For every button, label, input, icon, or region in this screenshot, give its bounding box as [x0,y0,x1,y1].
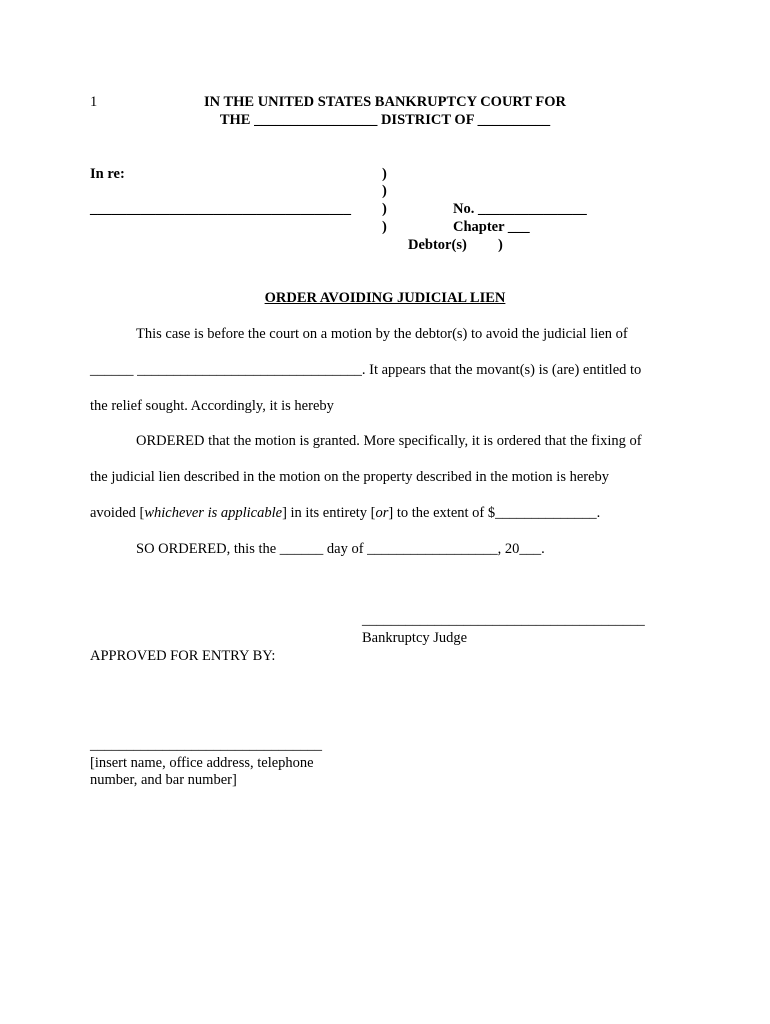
caption-paren: ) [382,166,387,182]
attorney-info-line: number, and bar number] [90,772,237,788]
judge-label: Bankruptcy Judge [362,630,468,646]
judge-signature-line: _______________________________________ [362,612,645,628]
order-paragraph-line: This case is before the court on a motion by the debtor(s) to avoid the judicial lien of [136,326,628,342]
approved-for-entry-label: APPROVED FOR ENTRY BY: [90,648,276,664]
court-heading-line1: IN THE UNITED STATES BANKRUPTCY COURT FOR [203,94,567,110]
attorney-signature-line: ________________________________ [90,737,322,753]
debtor-name-blank: ____________________________________ [90,201,351,217]
caption-paren: ) [382,219,387,235]
order-title: ORDER AVOIDING JUDICIAL LIEN [264,290,506,306]
court-heading-line2: THE _________________ DISTRICT OF __________ [219,112,551,128]
so-ordered-line: SO ORDERED, this the ______ day of __________________, 20___. [136,541,545,557]
order-text-segment: avoided [ [90,505,145,521]
order-paragraph-line: ORDERED that the motion is granted. More specifically, it is ordered that the fixing of [136,433,642,449]
page-number: 1 [90,94,98,110]
order-paragraph-line: ______ _______________________________. It appears that the movant(s) is (are) entitled to [90,362,642,378]
order-text-italic: whichever is applicable [144,505,283,521]
order-paragraph-line [90,505,600,522]
order-text-segment: ] in its entirety [ [282,505,376,521]
order-text-segment: ] to the extent of $______________. [388,505,601,521]
order-text-italic: or [375,505,389,521]
attorney-info-line: [insert name, office address, telephone [90,755,314,771]
caption-paren: ) [382,201,387,217]
order-paragraph-line: the relief sought. Accordingly, it is hereby [90,398,334,414]
case-number: No. _______________ [453,201,587,217]
caption-paren: ) [498,237,503,253]
order-paragraph-line: the judicial lien described in the motion on the property described in the motion is hereby [90,469,610,485]
chapter-number: Chapter ___ [453,219,530,235]
caption-paren: ) [382,183,387,199]
debtors-label: Debtor(s) [408,237,467,253]
in-re-label: In re: [90,166,125,182]
